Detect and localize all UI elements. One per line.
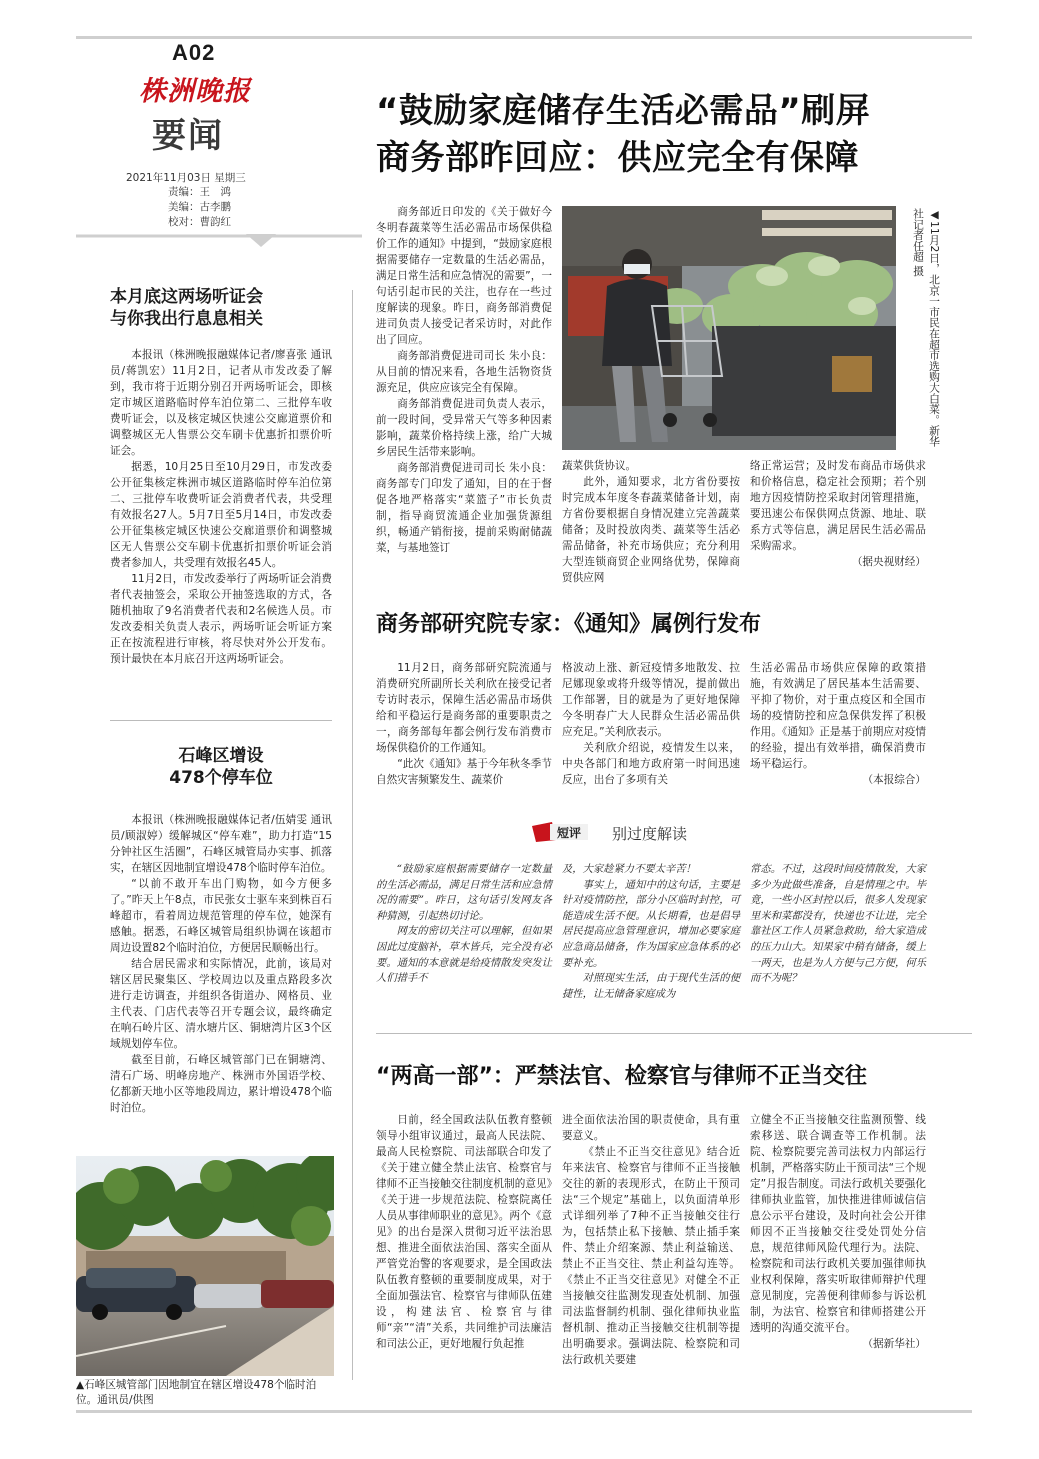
page-number: A02	[172, 40, 216, 65]
lead-headline-line2: 商务部昨回应：供应完全有保障	[376, 138, 859, 178]
side2-para: 本报讯（株洲晚报融媒体记者/伍婧雯 通讯员/顾淑婷）缓解城区“停车难”，助力打造“15分钟社区生活圈”，石峰区城管局办实事、抓落实，在辖区因地制宜增设478个临时停车泊位。	[110, 814, 332, 874]
lead-photo-caption: ◀11月2日，北京一市民在超市选购大白菜。新华社记者任超 摄	[912, 208, 941, 447]
side2-body	[110, 812, 332, 1116]
commentary-divider	[376, 1033, 972, 1034]
second-col3-text: 生活必需品市场供应保障的政策措施，有效满足了居民基本生活需要、平抑了物价，对于重点疫区和全国市场的疫情防控和应急保供发挥了积极作用。《通知》正是基于前期应对疫情的经验，提出有效举措，确保消费市场平稳运行。	[750, 662, 926, 770]
designer-line: 美编：古李鹏	[168, 201, 231, 213]
third-source: （据新华社）	[862, 1338, 926, 1350]
second-col3	[750, 660, 926, 788]
second-para: 11月2日，商务部研究院流通与消费研究所副所长关利欣在接受记者专访时表示，保障生活必需品市场供给和平稳运行是商务部的重要职责之一，商务部每年都会例行发布消费市场保供稳价的工作通知。	[376, 662, 552, 754]
second-headline: 商务部研究院专家：《通知》属例行发布	[376, 612, 762, 637]
lead-col1	[376, 204, 552, 556]
side2-para: “以前不敢开车出门购物，如今方便多了。”昨天上午8点，市民张女士驱车来到株百石峰超市，看着周边规范管理的停车位，她深有感触。据悉，石峰区城管局组织协调在该超市周边设置82个临时泊位，方便居民顺畅出行。	[110, 878, 332, 954]
parking-photo	[76, 1156, 334, 1376]
side2-para: 截至目前，石峰区城管部门已在铜塘湾、清石广场、明峰房地产、株洲市外国语学校、亿都新天地小区等地段周边，累计增设478个临时泊位。	[110, 1054, 332, 1114]
commentary-title: 别过度解读	[612, 825, 688, 843]
commentary-para: 及，大家趁紧力不要太辛苦！	[562, 863, 696, 875]
side1-para: 本报讯（株洲晚报融媒体记者/廖喜张 通讯员/蒋凯宏）11月2日，记者从市发改委了解到，我市将于近期分别召开两场听证会，即核定市城区道路临时停车泊位第二、三批停车收费听证会，以及核定城区快速公交廊道票价和调整城区无人售票公交车刷卡优惠折扣票价听证会。	[110, 349, 332, 457]
commentary-para: 事实上，通知中的这句话，主要是针对疫情防控，部分小区临时封控，可能造成生活不便。从长期看，也是倡导居民提高应急管理意识，增加必要家庭应急商品储备，作为国家应急体系的必要补充。	[562, 878, 740, 969]
commentary-col3	[750, 862, 926, 987]
commentary-para: “鼓励家庭根据需要储存一定数量的生活必需品，满足日常生活和应急情况的需要”。昨日，这句话引发网友各种猜测，引起热切讨论。	[376, 863, 552, 922]
lead-col2b-text: 此外，通知要求，北方省份要按时完成本年度冬春蔬菜储备计划，南方省份要根据自身情况建立完善蔬菜储备；及时投放肉类、蔬菜等生活必需品储备，补充市场供应；充分利用大型连锁商贸企业网络优势，保障商贸供应网	[562, 476, 740, 584]
commentary-para: 网友的密切关注可以理解，但如果因此过度脑补，草木皆兵，完全没有必要。通知的本意就是给疫情散发突发让人们措手不	[376, 925, 552, 985]
side1-para: 11月2日，市发改委举行了两场听证会消费者代表抽签会，采取公开抽签选取的方式，各随机抽取了9名消费者代表和2名候选人员。市发改委相关负责人表示，两场听证会听证方案正在按流程进行审核，将尽快对外公开发布。预计最快在本月底召开这两场听证会。	[110, 573, 332, 665]
side2-headline-line1: 石峰区增设	[178, 746, 264, 766]
second-para: “此次《通知》基于今年秋冬季节自然灾害频繁发生、蔬菜价	[376, 758, 552, 786]
bottom-rule	[76, 1410, 972, 1413]
side-divider	[110, 720, 332, 721]
lead-para: 商务部近日印发的《关于做好今冬明春蔬菜等生活必需品市场保供稳价工作的通知》中提到，“鼓励家庭根据需要储存一定数量的生活必需品，满足日常生活和应急情况的需要”，一句话引起市民的关注，也存在一些过度解读的现象。昨日，商务部消费促进司负责人接受记者采访时，对此作出了回应。	[376, 206, 552, 346]
third-col1	[376, 1112, 552, 1352]
third-col3	[750, 1112, 926, 1352]
third-headline: “两高一部”：严禁法官、检察官与律师不正当交往	[376, 1064, 867, 1089]
third-para: 进全面依法治国的职责使命，具有重要意义。	[562, 1114, 740, 1142]
masthead-logo: 株洲晚报	[139, 76, 251, 107]
third-col3-text: 立健全不正当接触交往监测预警、线索移送、联合调查等工作机制。法院、检察院要完善司法权力内部运行机制，严格落实防止干预司法“三个规定”月报告制度。司法行政机关要强化律师执业监管，加快推进律师诚信信息公示平台建设，及时向社会公开律师因不正当接触交往受处罚处分信息，规范律师风险代理行为。法院、检察院和司法行政机关要加强律师执业权利保障，落实听取律师辩护代理意见制度，完善便利律师参与诉讼机制，为法官、检察官和律师搭建公开透明的沟通交流平台。	[750, 1114, 926, 1334]
second-col2	[562, 660, 740, 788]
masthead-separator	[76, 230, 362, 248]
lead-para: 商务部消费促进司司长 朱小良：商务部专门印发了通知，目的在于督促各地严格落实“菜篮子”市长负责制，指导商贸流通企业加强货源组织，畅通产销衔接，提前采购耐储蔬菜，与基地签订	[376, 462, 552, 554]
commentary-badge: 短评	[557, 826, 582, 840]
section-title: 要闻	[152, 116, 224, 156]
lead-headline	[376, 88, 976, 182]
date-line: 2021年11月03日 星期三	[126, 172, 246, 184]
second-para: 关利欣介绍说，疫情发生以来，中央各部门和地方政府第一时间迅速反应，出台了多项有关	[562, 742, 740, 786]
lead-para: 商务部消费促进司负责人表示，前一段时间，受异常天气等多种因素影响，蔬菜价格持续上涨，给广大城乡居民生活带来影响。	[376, 398, 552, 458]
second-source: （本报综合）	[862, 774, 926, 786]
third-para: 《禁止不正当交往意见》结合近年来法官、检察官与律师不正当接触交往的新的表现形式，在防止干预司法“三个规定”基础上，以负面清单形式详细列举了7种不正当接触交往行为，包括禁止私下接触、禁止插手案件、禁止介绍案源、禁止利益输送、禁止不正当交往、禁止利益勾连等。《禁止不正当交往意见》对健全不正当接触交往监测发现查处机制、加强司法监督制约机制、强化律师执业监督机制、推动正当接触交往机制等提出明确要求。强调法院、检察院和司法行政机关要建	[562, 1146, 740, 1366]
third-col1-text: 日前，经全国政法队伍教育整顿领导小组审议通过，最高人民法院、最高人民检察院、司法部联合印发了《关于建立健全禁止法官、检察官与律师不正当接触交往制度机制的意见》《关于进一步规范法院、检察院离任人员从事律师职业的意见》。两个《意见》的出台是深入贯彻习近平法治思想、推进全面依法治国、落实全面从严管党治警的客观要求，是全国政法队伍教育整顿的重要制度成果，对于全面加强法官、检察官与律师队伍建设，构建法官、检察官与律师“亲”“清”关系，共同维护司法廉洁和司法公正，更好地履行负起推	[376, 1114, 552, 1350]
third-col2	[562, 1112, 740, 1368]
lead-col2	[562, 458, 740, 586]
column-divider	[352, 290, 353, 1380]
commentary-para: 常态。不过，这段时间疫情散发，大家多少为此做些准备，自是情理之中。毕竟，一些小区封控以后，很多人发现家里米和菜都没有，快递也不让进，完全靠社区工作人员紧急救助，给大家造成的压力山大。知果家中稍有储备，缓上一两天，也是为人方便与己方便，何乐而不为呢？	[750, 863, 926, 985]
side2-headline-line2: 478个停车位	[169, 768, 273, 788]
side2-para: 结合居民需求和实际情况，此前，该局对辖区居民聚集区、学校周边以及重点路段多次进行走访调查，并组织各街道办、网格员、业主代表、门店代表等召开专题会议，最终确定在响石岭片区、清水塘片区、铜塘湾片区3个区域规划停车位。	[110, 958, 332, 1050]
parking-photo-caption: ▲石峰区城管部门因地制宜在辖区增设478个临时泊位。通讯员/供图	[76, 1379, 317, 1406]
lead-source: （据央视财经）	[851, 556, 926, 568]
side1-para: 据悉，10月25日至10月29日，市发改委公开征集核定株洲市城区道路临时停车泊位第二、三批停车收费听证会消费者代表，共受理有效报名27人。5月7日至5月14日，市发改委公开征集核定城区快速公交廊道票价和调整城区无人售票公交车刷卡优惠折扣票价听证会消费者参加人，共受理有效报名45人。	[110, 461, 332, 569]
commentary-col2	[562, 862, 740, 1002]
top-rule	[76, 36, 972, 39]
side2-headline	[110, 745, 332, 789]
lead-col2-text: 蔬菜供货协议。	[562, 460, 637, 472]
editor-line: 责编：王 鸿	[168, 186, 231, 198]
side1-headline-line1: 本月底这两场听证会	[110, 287, 263, 307]
second-para: 格波动上涨、新冠疫情多地散发、拉尼娜现象或将升级等情况，提前做出工作部署，目的就是为了更好地保障今冬明春广大人民群众生活必需品供应充足。”关利欣表示。	[562, 662, 740, 738]
second-col1	[376, 660, 552, 788]
lead-para: 商务部消费促进司司长 朱小良：从目前的情况来看，各地生活物资货源充足，供应应该完全有保障。	[376, 350, 552, 394]
commentary-para: 对照现实生活，由于现代生活的便捷性，让无储备家庭成为	[562, 972, 740, 1000]
side1-headline-line2: 与你我出行息息相关	[110, 309, 263, 329]
side1-body	[110, 347, 332, 667]
lead-col3-text: 络正常运营；及时发布商品市场供求和价格信息，稳定社会预期；若个别地方因疫情防控采取封闭管理措施，要迅速公布保供网点货源、地址、联系方式等信息，满足居民生活必需品采购需求。	[750, 460, 926, 552]
lead-headline-line1: “鼓励家庭储存生活必需品”刷屏	[376, 91, 871, 131]
supermarket-photo	[562, 206, 896, 450]
commentary-col1	[376, 862, 552, 987]
lead-col3	[750, 458, 926, 570]
proofreader-line: 校对：曹韵红	[168, 216, 231, 228]
side1-headline	[110, 286, 330, 330]
